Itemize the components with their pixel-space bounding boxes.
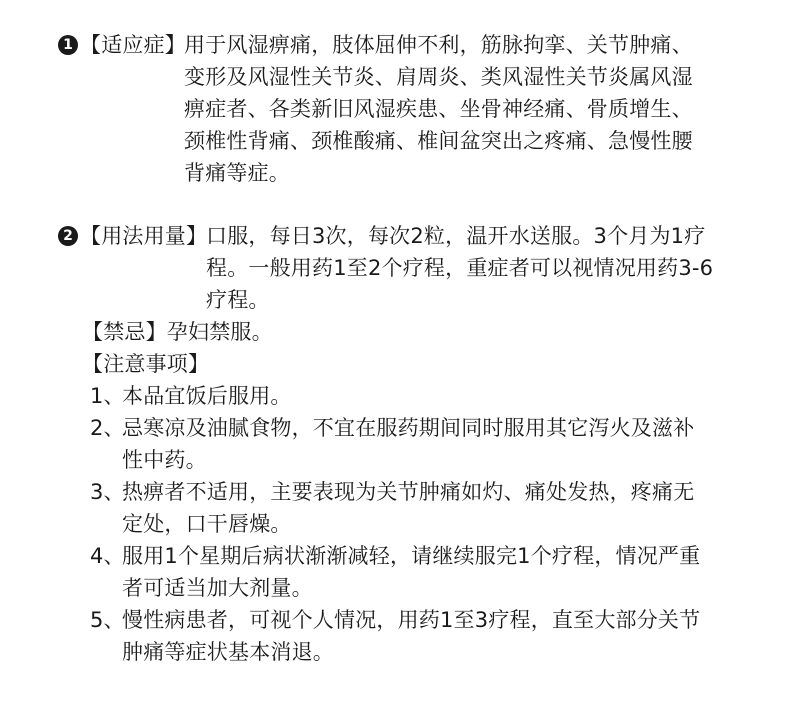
precaution-number: 5、 — [90, 608, 125, 632]
precaution-text: 本品宜饭后服用。 — [122, 384, 292, 408]
dosage-heading: 【用法用量】 — [80, 224, 208, 248]
precaution-number: 2、 — [90, 416, 125, 440]
section-number-badge: 1 — [58, 35, 78, 55]
precaution-text: 忌寒凉及油腻食物，不宜在服药期间同时服用其它泻火及滋补 — [122, 416, 695, 440]
indications-line: 用于风湿痹痛，肢体屈伸不利，筋脉拘挛、关节肿痛、 — [184, 33, 693, 57]
precaution-number: 1、 — [90, 384, 125, 408]
dosage-line: 疗程。 — [206, 288, 270, 312]
indications-line: 颈椎性背痛、颈椎酸痛、椎间盆突出之疼痛、急慢性腰 — [184, 129, 693, 153]
indications-line: 背痛等症。 — [184, 161, 290, 185]
precaution-number: 3、 — [90, 480, 125, 504]
contraindication-text: 【禁忌】孕妇禁服。 — [82, 320, 273, 344]
precaution-text: 性中药。 — [122, 448, 207, 472]
dosage-line: 口服，每日3次，每次2粒，温开水送服。3个月为1疗 — [206, 224, 706, 248]
precaution-text: 定处，口干唇燥。 — [122, 512, 292, 536]
precaution-number: 4、 — [90, 544, 125, 568]
indications-line: 变形及风湿性关节炎、肩周炎、类风湿性关节炎属风湿 — [184, 65, 693, 89]
precaution-text: 肿痛等症状基本消退。 — [122, 640, 334, 664]
indications-line: 痹症者、各类新旧风湿疾患、坐骨神经痛、骨质增生、 — [184, 97, 693, 121]
precaution-text: 热痹者不适用，主要表现为关节肿痛如灼、痛处发热，疼痛无 — [122, 480, 695, 504]
indications-heading: 【适应症】 — [80, 33, 186, 57]
precaution-text: 慢性病患者，可视个人情况，用药1至3疗程，直至大部分关节 — [122, 608, 701, 632]
section-number-badge: 2 — [58, 226, 78, 246]
dosage-line: 程。一般用药1至2个疗程，重症者可以视情况用药3-6 — [206, 256, 714, 280]
precaution-text: 者可适当加大剂量。 — [122, 576, 313, 600]
precaution-text: 服用1个星期后病状渐渐减轻，请继续服完1个疗程，情况严重 — [122, 544, 701, 568]
precautions-heading: 【注意事项】 — [82, 352, 210, 376]
